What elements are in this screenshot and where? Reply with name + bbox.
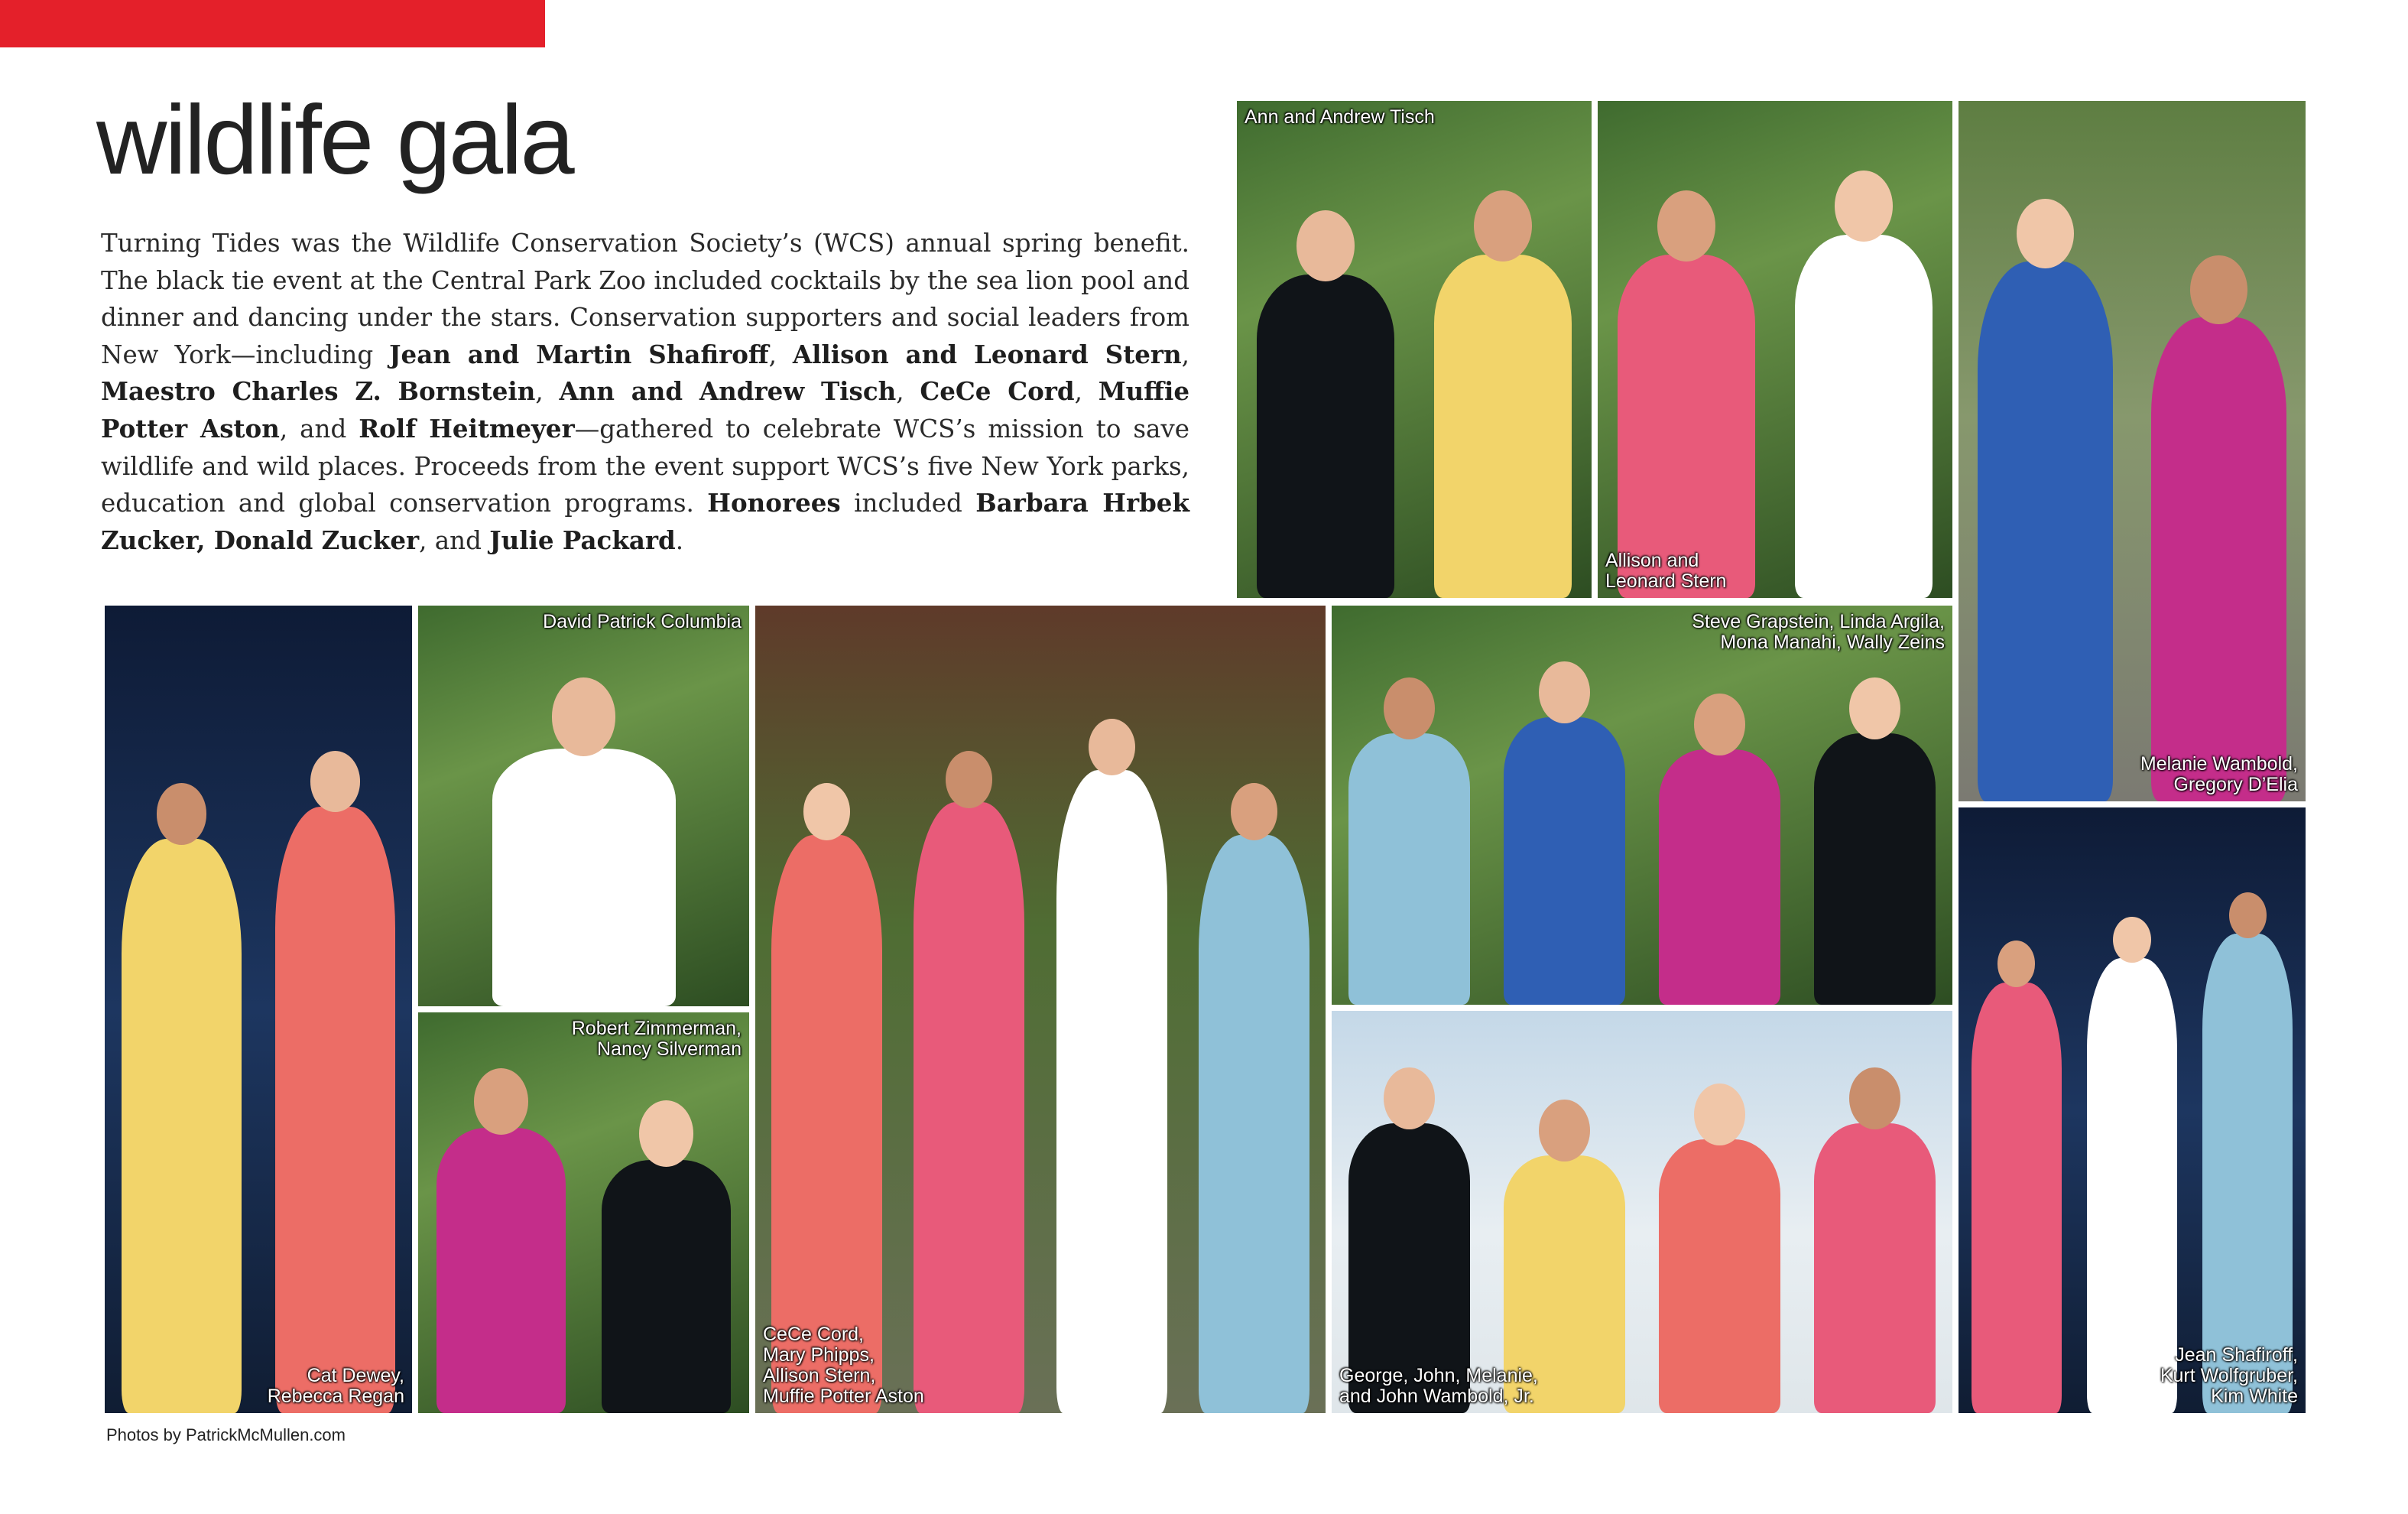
intro-text: included — [840, 489, 976, 518]
person-head — [1849, 677, 1900, 739]
page-title: wildlife gala — [96, 86, 573, 195]
person-figure — [2151, 255, 2286, 801]
caption-wambold-delia: Melanie Wambold, Gregory D’Elia — [2140, 753, 2298, 795]
person-figure — [1056, 719, 1167, 1413]
person-figure — [492, 677, 676, 1006]
person-head — [1657, 190, 1715, 262]
intro-name: Ann and Andrew Tisch — [559, 376, 897, 407]
person-body — [492, 749, 676, 1006]
person-figure — [1618, 190, 1756, 598]
person-figure — [436, 1068, 566, 1413]
person-head — [157, 783, 207, 844]
person-body — [1978, 262, 2113, 801]
person-figure — [1348, 677, 1469, 1005]
intro-text: . — [675, 525, 684, 555]
person-body — [602, 1160, 731, 1413]
caption-zimmerman-silverman: Robert Zimmerman, Nancy Silverman — [571, 1018, 742, 1060]
person-body — [2202, 934, 2293, 1413]
person-body — [1257, 275, 1395, 598]
person-head — [1694, 1084, 1745, 1145]
person-figure — [275, 751, 395, 1413]
person-head — [310, 751, 361, 812]
photo-grapstein-group — [1332, 606, 1952, 1005]
intro-text: , — [896, 377, 920, 407]
intro-name: Maestro Charles Z. Bornstein — [101, 376, 536, 407]
person-body — [1814, 1123, 1935, 1413]
photo-wambold-family — [1332, 1011, 1952, 1413]
person-figure — [771, 783, 882, 1413]
intro-text: , — [535, 377, 560, 407]
person-figure — [1659, 694, 1780, 1005]
photo-wambold-delia — [1959, 101, 2306, 801]
person-body — [1618, 255, 1756, 598]
person-figure — [1504, 661, 1624, 1005]
person-figure — [1659, 1084, 1780, 1413]
person-figure — [1814, 677, 1935, 1005]
person-body — [1972, 983, 2062, 1413]
intro-text: , — [1074, 377, 1099, 407]
intro-name: CeCe Cord — [920, 376, 1075, 407]
caption-tisch: Ann and Andrew Tisch — [1245, 106, 1435, 128]
person-head — [1835, 171, 1893, 242]
person-head — [946, 751, 992, 808]
caption-cord-group: CeCe Cord, Mary Phipps, Allison Stern, Muffie Potter Aston — [763, 1324, 924, 1407]
person-figure — [122, 783, 242, 1413]
intro-name: Jean and Martin Shafiroff — [389, 339, 769, 369]
person-body — [914, 802, 1024, 1413]
photo-shafiroff-group — [1959, 807, 2306, 1413]
person-body — [1659, 1139, 1780, 1413]
person-head — [1296, 210, 1355, 281]
person-figure — [914, 751, 1024, 1413]
person-figure — [2087, 917, 2177, 1413]
person-body — [1504, 717, 1624, 1005]
caption-shafiroff-group: Jean Shafiroff, Kurt Wolfgruber, Kim White — [2160, 1344, 2298, 1407]
person-head — [474, 1068, 528, 1135]
person-head — [1089, 719, 1135, 776]
person-figure — [1814, 1067, 1935, 1413]
person-figure — [2202, 892, 2293, 1413]
person-body — [1795, 235, 1933, 598]
intro-name: Barbara Hrbek Zucker, Donald Zucker — [101, 488, 1190, 555]
person-head — [1474, 190, 1532, 262]
person-head — [1997, 941, 2036, 986]
person-head — [1539, 1100, 1590, 1161]
photo-tisch — [1237, 101, 1592, 598]
person-head — [803, 783, 850, 840]
person-figure — [1795, 171, 1933, 598]
person-body — [1056, 770, 1167, 1413]
person-figure — [1972, 941, 2062, 1413]
caption-stern: Allison and Leonard Stern — [1605, 550, 1727, 592]
caption-wambold-family: George, John, Melanie, and John Wambold, Jr. — [1339, 1365, 1538, 1407]
caption-columbia: David Patrick Columbia — [543, 611, 742, 632]
photo-dewey-regan — [105, 606, 412, 1413]
person-body — [122, 839, 242, 1413]
photo-columbia — [418, 606, 749, 1006]
caption-grapstein-group: Steve Grapstein, Linda Argila, Mona Manahi, Wally Zeins — [1692, 611, 1945, 653]
person-figure — [1978, 199, 2113, 801]
person-figure — [1257, 210, 1395, 598]
intro-name: Julie Packard — [489, 525, 676, 555]
person-head — [1231, 783, 1277, 840]
intro-text: , — [1181, 340, 1189, 369]
person-head — [1694, 694, 1745, 755]
photo-credit: Photos by PatrickMcMullen.com — [106, 1425, 346, 1444]
photo-stern — [1598, 101, 1952, 598]
person-body — [1659, 749, 1780, 1005]
person-body — [1348, 733, 1469, 1005]
intro-text: , and — [279, 414, 359, 443]
person-figure — [602, 1100, 731, 1413]
person-body — [1434, 255, 1572, 598]
person-head — [552, 677, 616, 755]
intro-name: Rolf Heitmeyer — [359, 413, 575, 443]
person-head — [2229, 892, 2267, 938]
person-body — [1199, 835, 1309, 1413]
person-head — [2190, 255, 2247, 325]
intro-text: Turning Tides was the Wildlife Conservation Society’s (WCS) annual spring benefit. The black tie event at the Central Park Zoo included cocktails by the sea lion pool and dinner and dancing under the stars. Conservation supporters and social leaders from New York—including — [101, 229, 1189, 369]
intro-paragraph — [101, 225, 1189, 559]
person-body — [275, 807, 395, 1413]
person-head — [2017, 199, 2073, 268]
intro-name: Honorees — [707, 488, 841, 518]
intro-text: , — [768, 340, 793, 369]
person-body — [1814, 733, 1935, 1005]
person-head — [1539, 661, 1590, 723]
intro-name: Allison and Leonard Stern — [792, 339, 1182, 369]
person-body — [2151, 317, 2286, 801]
person-figure — [1199, 783, 1309, 1413]
photo-zimmerman-silverman — [418, 1012, 749, 1413]
caption-dewey-regan: Cat Dewey, Rebecca Regan — [267, 1365, 404, 1407]
person-head — [1384, 677, 1435, 739]
person-head — [1384, 1067, 1435, 1129]
intro-text: —gathered to celebrate WCS’s mission to save wildlife and wild places. Proceeds from the event support WCS’s five New York parks, education and global conservation programs. — [101, 414, 1189, 518]
person-head — [1849, 1067, 1900, 1129]
person-head — [639, 1100, 693, 1167]
person-body — [436, 1128, 566, 1413]
person-figure — [1348, 1067, 1469, 1413]
person-head — [2113, 917, 2151, 963]
person-figure — [1434, 190, 1572, 598]
intro-name: Muffie Potter Aston — [101, 376, 1190, 443]
intro-text: , and — [419, 525, 490, 555]
section-accent-bar — [0, 0, 545, 47]
photo-cord-group — [755, 606, 1326, 1413]
